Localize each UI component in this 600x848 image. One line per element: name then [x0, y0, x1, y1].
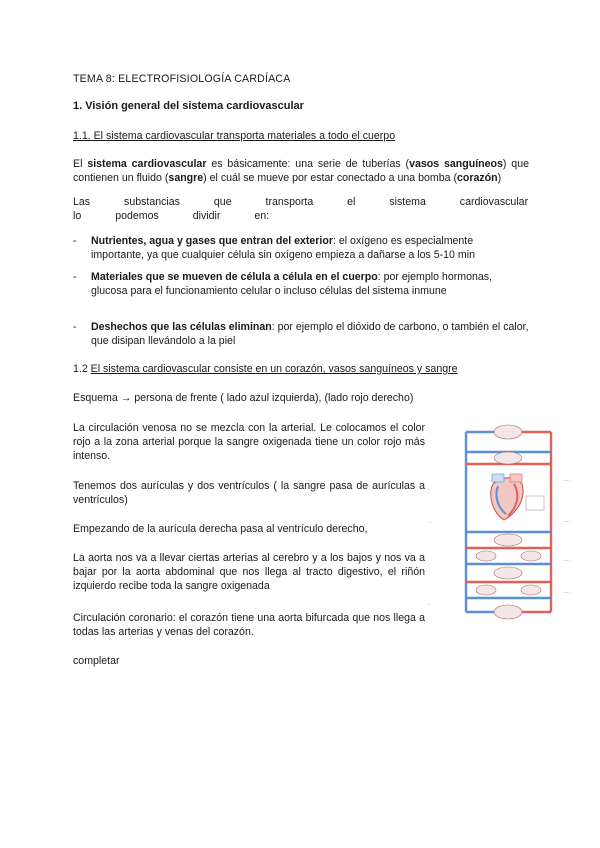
figure-label: ·····	[563, 519, 570, 524]
heart-icon	[491, 474, 544, 520]
paragraph-substances: Las substancias que transporta el sistema cardiovascular lo podemos dividir en:	[73, 196, 529, 222]
paragraph-chambers: Tenemos dos aurículas y dos ventrículos ( la sangre pasa de aurículas a ventrículos)	[73, 480, 425, 506]
paragraph-aorta: La aorta nos va a llevar ciertas arterias al cerebro y a los bajos y nos va a bajar por la aorta abdominal que nos llega al tracto digestivo, el riñón izquierdo recibe toda la sangre oxigenada	[73, 552, 425, 592]
figure-label: ··	[428, 602, 431, 607]
figure-label: ··	[428, 520, 431, 525]
paragraph-todo: completar	[73, 655, 120, 667]
list-item: - Deshechos que las células eliminan: por ejemplo el dióxido de carbono, o también el calor, que disipan llevándolo a la piel	[73, 321, 529, 347]
paragraph-venous: La circulación venosa no se mezcla con la arterial. Le colocamos el color rojo a la zona arterial porque la sangre oxigenada tiene un color rojo más intenso.	[73, 422, 425, 462]
page-title: TEMA 8: ELECTROFISIOLOGÍA CARDÍACA	[73, 73, 291, 85]
figure-label: ··	[428, 487, 431, 492]
figure-label: ·····	[563, 590, 570, 595]
figure-label: ·····	[563, 478, 570, 483]
section-heading-1: 1. Visión general del sistema cardiovascular	[73, 100, 304, 112]
list-item: - Materiales que se mueven de célula a célula en el cuerpo: por ejemplo hormonas, glucosa para el funcionamiento celular o incluso células del sistema inmune	[73, 271, 492, 297]
figure-label: ·····	[563, 558, 570, 563]
paragraph-coronary: Circulación coronario: el corazón tiene una aorta bifurcada que nos llega a todas las arterias y venas del corazón.	[73, 612, 425, 638]
circulation-schematic-icon	[426, 412, 600, 622]
circulatory-diagram	[426, 412, 600, 622]
paragraph-right-atrium: Empezando de la aurícula derecha pasa al ventrículo derecho,	[73, 523, 368, 535]
subsection-heading-1-1: 1.1. El sistema cardiovascular transporta materiales a todo el cuerpo	[73, 130, 396, 142]
paragraph-intro: El sistema cardiovascular es básicamente: una serie de tuberías (vasos sanguíneos) que contienen un fluido (sangre) el cuál se mueve por estar conectado a una bomba (corazón)	[73, 158, 529, 184]
subsection-heading-1-2: 1.2 El sistema cardiovascular consiste en un corazón, vasos sanguíneos y sangre	[73, 363, 458, 375]
paragraph-esquema: Esquema → persona de frente ( lado azul izquierda), (lado rojo derecho)	[73, 392, 414, 404]
list-item: - Nutrientes, agua y gases que entran del exterior: el oxígeno es especialmente importante, ya que cualquier célula sin oxígeno empieza a dañarse a los 5-10 min	[73, 235, 475, 261]
